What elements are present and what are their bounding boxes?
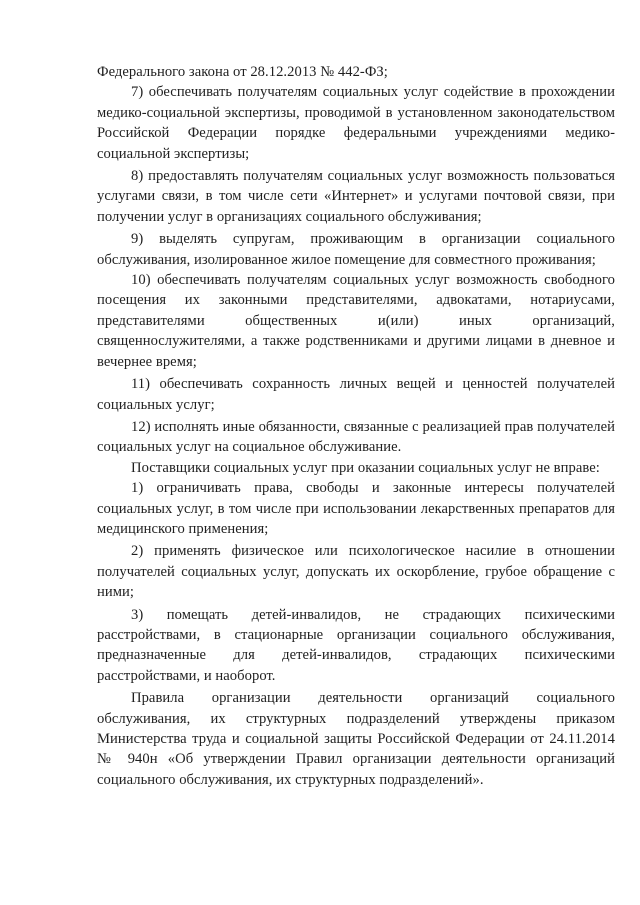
paragraph-prohibitions-intro: Поставщики социальных услуг при оказании социальных услуг не вправе:: [131, 459, 600, 476]
paragraph-prohibition-3: 3) помещать детей-инвалидов, не страдающих психическими расстройствами, в стационарные организации социального обслуживания, предназначенные для детей-инвалидов, страдающих психическими расстройствами, и наоборот.: [97, 606, 615, 684]
paragraph-prohibition-2: 2) применять физическое или психологическое насилие в отношении получателей социальных услуг, допускать их оскорбление, грубое обращение с ними;: [97, 543, 615, 601]
paragraph-item-7: 7) обеспечивать получателям социальных услуг содействие в прохождении медико-социальной экспертизы, проводимой в установленном законодательством Российской Федерации порядке федеральными учреждениями медико-социальной экспертизы;: [97, 84, 615, 162]
paragraph-law-reference: Федерального закона от 28.12.2013 № 442-ФЗ;: [97, 64, 388, 80]
paragraph-item-12: 12) исполнять иные обязанности, связанные с реализацией прав получателей социальных услуг на социальное обслуживание.: [97, 418, 615, 456]
paragraph-item-9: 9) выделять супругам, проживающим в организации социального обслуживания, изолированное жилое помещение для совместного проживания;: [97, 231, 615, 268]
paragraph-item-10: 10) обеспечивать получателям социальных услуг возможность свободного посещения их законными представителями, адвокатами, нотариусами, представителями общественных и(или) иных организаций, священнослужителями, а также родственниками и другими лицами в дневное и вечернее время;: [97, 272, 615, 370]
paragraph-rules-order: Правила организации деятельности организаций социального обслуживания, их структурных подразделений утверждены приказом Министерства труда и социальной защиты Российской Федерации от 24.11.2014 № 940н «Об утверждении Правил организации деятельности организаций социального обслуживания, их структурных подразделений».: [97, 690, 615, 788]
document-body: [97, 62, 615, 790]
paragraph-item-11: 11) обеспечивать сохранность личных вещей и ценностей получателей социальных услуг;: [97, 376, 615, 413]
paragraph-item-8: 8) предоставлять получателям социальных услуг возможность пользоваться услугами связи, в том числе сети «Интернет» и услугами почтовой связи, при получении услуг в организациях социального обслуживания;: [97, 168, 615, 225]
paragraph-prohibition-1: 1) ограничивать права, свободы и законные интересы получателей социальных услуг, в том числе при использовании лекарственных препаратов для медицинского применения;: [97, 480, 615, 537]
